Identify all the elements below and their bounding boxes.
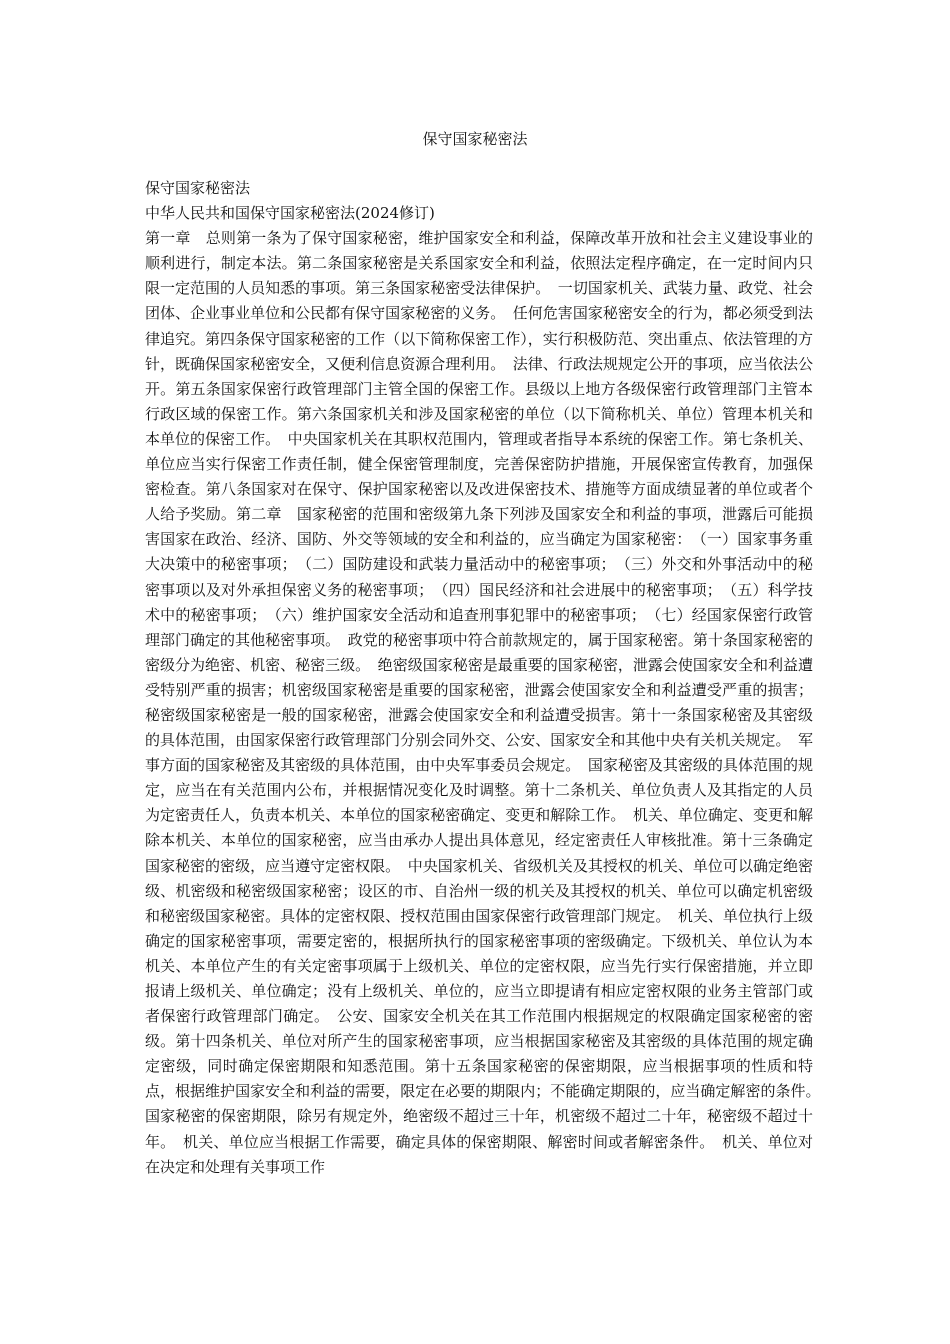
document-subtitle: 保守国家秘密法	[145, 179, 251, 197]
law-name: 中华人民共和国保守国家秘密法(2024修订)	[145, 204, 435, 223]
document-body	[145, 176, 829, 1180]
document-title: 保守国家秘密法	[422, 130, 528, 148]
law-text: 第一章 总则第一条为了保守国家秘密，维护国家安全和利益，保障改革开放和社会主义建设事业的顺利进行，制定本法。第二条国家秘密是关系国家安全和利益，依照法定程序确定，在一定时间内只限一定范围的人员知悉的事项。第三条国家秘密受法律保护。 一切国家机关、武装力量、政党、社会团体、企业事业单位和公民都有保守国家秘密的义务。 任何危害国家秘密安全的行为，都必须受到法律追究。第四条保守国家秘密的工作（以下简称保密工作），实行积极防范、突出重点、依法管理的方针，既确保国家秘密安全，又便利信息资源合理利用。 法律、行政法规规定公开的事项，应当依法公开。第五条国家保密行政管理部门主管全国的保密工作。县级以上地方各级保密行政管理部门主管本行政区域的保密工作。第六条国家机关和涉及国家秘密的单位（以下简称机关、单位）管理本机关和本单位的保密工作。 中央国家机关在其职权范围内，管理或者指导本系统的保密工作。第七条机关、单位应当实行保密工作责任制，健全保密管理制度，完善保密防护措施，开展保密宣传教育，加强保密检查。第八条国家对在保守、保护国家秘密以及改进保密技术、措施等方面成绩显著的单位或者个人给予奖励。第二章 国家秘密的范围和密级第九条下列涉及国家安全和利益的事项，泄露后可能损害国家在政治、经济、国防、外交等领域的安全和利益的，应当确定为国家秘密： （一）国家事务重大决策中的秘密事项； （二）国防建设和武装力量活动中的秘密事项； （三）外交和外事活动中的秘密事项以及对外承担保密义务的秘密事项； （四）国民经济和社会进展中的秘密事项； （五）科学技术中的秘密事项； （六）维护国家安全活动和追查刑事犯罪中的秘密事项； （七）经国家保密行政管理部门确定的其他秘密事项。 政党的秘密事项中符合前款规定的，属于国家秘密。第十条国家秘密的密级分为绝密、机密、秘密三级。 绝密级国家秘密是最重要的国家秘密，泄露会使国家安全和利益遭受特别严重的损害；机密级国家秘密是重要的国家秘密，泄露会使国家安全和利益遭受严重的损害；秘密级国家秘密是一般的国家秘密，泄露会使国家安全和利益遭受损害。第十一条国家秘密及其密级的具体范围，由国家保密行政管理部门分别会同外交、公安、国家安全和其他中央有关机关规定。 军事方面的国家秘密及其密级的具体范围，由中央军事委员会规定。 国家秘密及其密级的具体范围的规定，应当在有关范围内公布，并根据情况变化及时调整。第十二条机关、单位负责人及其指定的人员为定密责任人，负责本机关、本单位的国家秘密确定、变更和解除工作。 机关、单位确定、变更和解除本机关、本单位的国家秘密，应当由承办人提出具体意见，经定密责任人审核批准。第十三条确定国家秘密的密级，应当遵守定密权限。 中央国家机关、省级机关及其授权的机关、单位可以确定绝密级、机密级和秘密级国家秘密；设区的市、自治州一级的机关及其授权的机关、单位可以确定机密级和秘密级国家秘密。具体的定密权限、授权范围由国家保密行政管理部门规定。 机关、单位执行上级确定的国家秘密事项，需要定密的，根据所执行的国家秘密事项的密级确定。下级机关、单位认为本机关、本单位产生的有关定密事项属于上级机关、单位的定密权限，应当先行实行保密措施，并立即报请上级机关、单位确定；没有上级机关、单位的，应当立即提请有相应定密权限的业务主管部门或者保密行政管理部门确定。 公安、国家安全机关在其工作范围内根据规定的权限确定国家秘密的密级。第十四条机关、单位对所产生的国家秘密事项，应当根据国家秘密及其密级的具体范围的规定确定密级，同时确定保密期限和知悉范围。第十五条国家秘密的保密期限，应当根据事项的性质和特点，根据维护国家安全和利益的需要，限定在必要的期限内；不能确定期限的，应当确定解密的条件。 国家秘密的保密期限，除另有规定外，绝密级不超过三十年，机密级不超过二十年，秘密级不超过十年。 机关、单位应当根据工作需要，确定具体的保密期限、解密时间或者解密条件。 机关、单位对在决定和处理有关事项工作	[145, 229, 829, 1176]
